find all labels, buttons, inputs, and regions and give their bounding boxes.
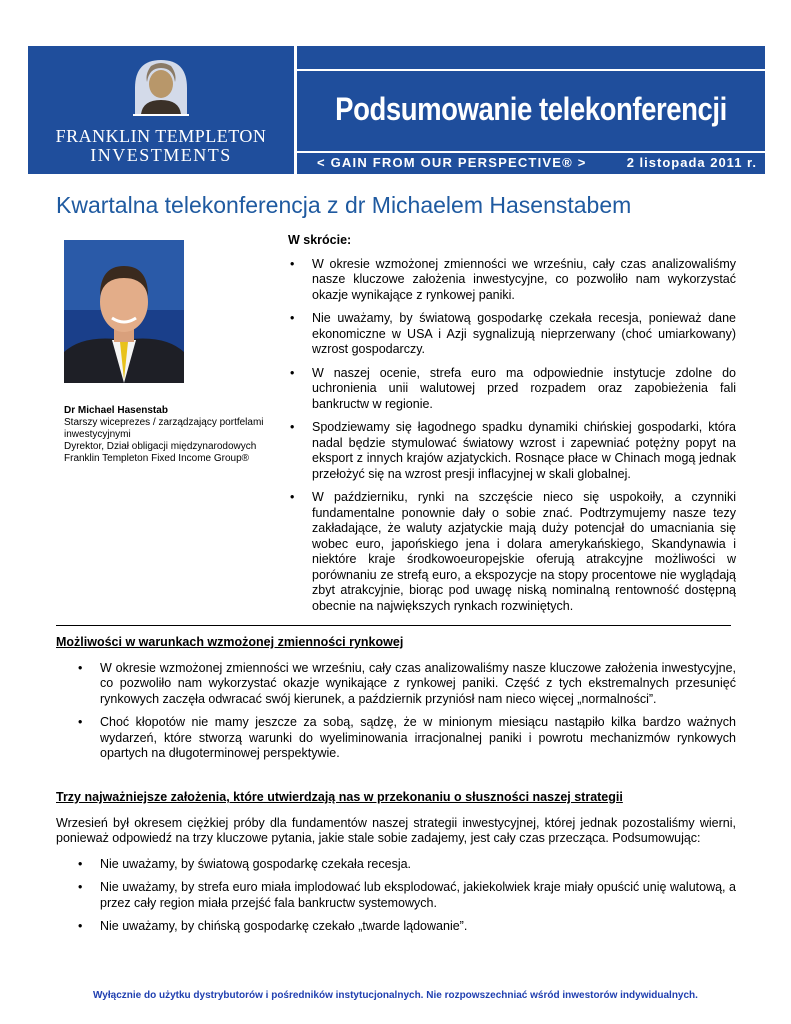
header-banner	[28, 46, 765, 174]
summary-lead: W skrócie:	[288, 233, 352, 247]
summary-column	[288, 233, 736, 622]
section-heading: Trzy najważniejsze założenia, które utwierdzają nas w przekonaniu o słuszności naszej strategii	[56, 790, 623, 804]
section-assumptions	[56, 790, 736, 943]
speaker-photo	[64, 240, 184, 383]
title-bar	[297, 71, 765, 151]
photo-caption	[64, 405, 284, 465]
tagline: < GAIN FROM OUR PERSPECTIVE® >	[317, 155, 587, 170]
logo-block	[28, 46, 294, 174]
subtitle-bar	[297, 153, 765, 174]
list-item: • W okresie wzmożonej zmienności we wrześniu, cały czas analizowaliśmy nasze kluczowe założenia inwestycyjne, co pozwoliło nam wykorzystać okazje wynikające z rynkowej paniki. Część z tych ekstremalnych przesunięć rynkowych zaczęła odwracać swój kierunek, a październik przyniósł nam nieco więcej „normalności”.	[56, 661, 736, 708]
caption-name: Dr Michael Hasenstab	[64, 405, 168, 416]
logo-subname: INVESTMENTS	[90, 145, 232, 165]
summary-list	[288, 257, 736, 615]
list-item: • Choć kłopotów nie mamy jeszcze za sobą, sądzę, że w minionym miesiącu nastąpiło kilka bardzo ważnych wydarzeń, które stworzą warunki do wyeliminowania irracjonalnej paniki i powrotu mechanizmów rynkowych opartych na długoterminowej perspektywie.	[56, 715, 736, 762]
list-item: • Nie uważamy, by światową gospodarkę czekała recesja.	[56, 857, 736, 873]
list-item: • W okresie wzmożonej zmienności we wrześniu, cały czas analizowaliśmy nasze kluczowe założenia inwestycyjne, co pozwoliło nam wykorzystać okazje wynikające z rynkowej paniki.	[288, 257, 736, 304]
section-heading: Możliwości w warunkach wzmożonej zmienności rynkowej	[56, 635, 404, 649]
list-item: • Nie uważamy, by chińską gospodarkę czekało „twarde lądowanie”.	[56, 919, 736, 935]
caption-group: Franklin Templeton Fixed Income Group®	[64, 453, 250, 464]
list-item: • W naszej ocenie, strefa euro ma odpowiednie instytucje zdolne do uchronienia unii walutowej przed rozpadem oraz zapobieżenia fali bankructw w regionie.	[288, 366, 736, 413]
caption-role: Starszy wiceprezes / zarządzający portfelami inwestycyjnymi	[64, 417, 264, 440]
list-item: • Spodziewamy się łagodnego spadku dynamiki chińskiej gospodarki, która nadal będzie stymulować światowy wzrost i zapewniać potężny popyt na eksport z innych krajów azjatyckich. Rosnące płace w Chinach mogą jednak przełożyć się na wzrost presji inflacyjnej w skali globalnej.	[288, 420, 736, 482]
date: 2 listopada 2011 r.	[626, 155, 757, 170]
page-title: Podsumowanie telekonferencji	[335, 91, 727, 127]
footer-disclaimer: Wyłącznie do użytku dystrybutorów i pośredników instytucjonalnych. Nie rozpowszechniać wśród inwestorów indywidualnych.	[93, 990, 698, 1001]
logo-name: FRANKLIN TEMPLETON	[55, 126, 267, 146]
list-item: • Nie uważamy, by strefa euro miała implodować lub eksplodować, jakiekolwiek kraje miały opuścić unię walutową, a przez cały region miała przejść fala bankructw systemowych.	[56, 880, 736, 911]
section-list	[56, 661, 736, 762]
divider	[56, 625, 731, 626]
article-heading: Kwartalna telekonferencja z dr Michaelem Hasenstabem	[56, 192, 632, 218]
list-item: • W październiku, rynki na szczęście nieco się uspokoiły, a czynniki fundamentalne ponownie dały o sobie znać. Podtrzymujemy nasze tezy zakładające, że waluty azjatyckie mają duży potencjał do umacniania się wobec euro, japońskiego jena i dolara amerykańskiego, Skandynawia i niektóre kraje środkowoeuropejskie oferują atrakcyjne możliwości w porównaniu ze strefą euro, a ekspozycje na stopy procentowe nie wyglądają zbyt atrakcyjnie, biorąc pod uwagę niską nominalną rentowność dostępną obecnie na największych rynkach rozwiniętych.	[288, 490, 736, 614]
section-list	[56, 857, 736, 935]
top-bar	[297, 46, 765, 69]
section-opportunities	[56, 635, 736, 770]
franklin-portrait-icon	[131, 54, 191, 118]
caption-dept: Dyrektor, Dział obligacji międzynarodowych	[64, 441, 257, 452]
section-intro: Wrzesień był okresem ciężkiej próby dla fundamentów naszej strategii inwestycyjnej, której jednak pozostaliśmy wierni, ponieważ odpowiedź na trzy kluczowe pytania, jakie stale sobie zadajemy, jest cały czas przecząca. Podsumowując:	[56, 815, 736, 845]
list-item: • Nie uważamy, by światową gospodarkę czekała recesja, ponieważ dane ekonomiczne w USA i Azji sygnalizują nieprzerwany (choć umiarkowany) wzrost gospodarczy.	[288, 311, 736, 358]
